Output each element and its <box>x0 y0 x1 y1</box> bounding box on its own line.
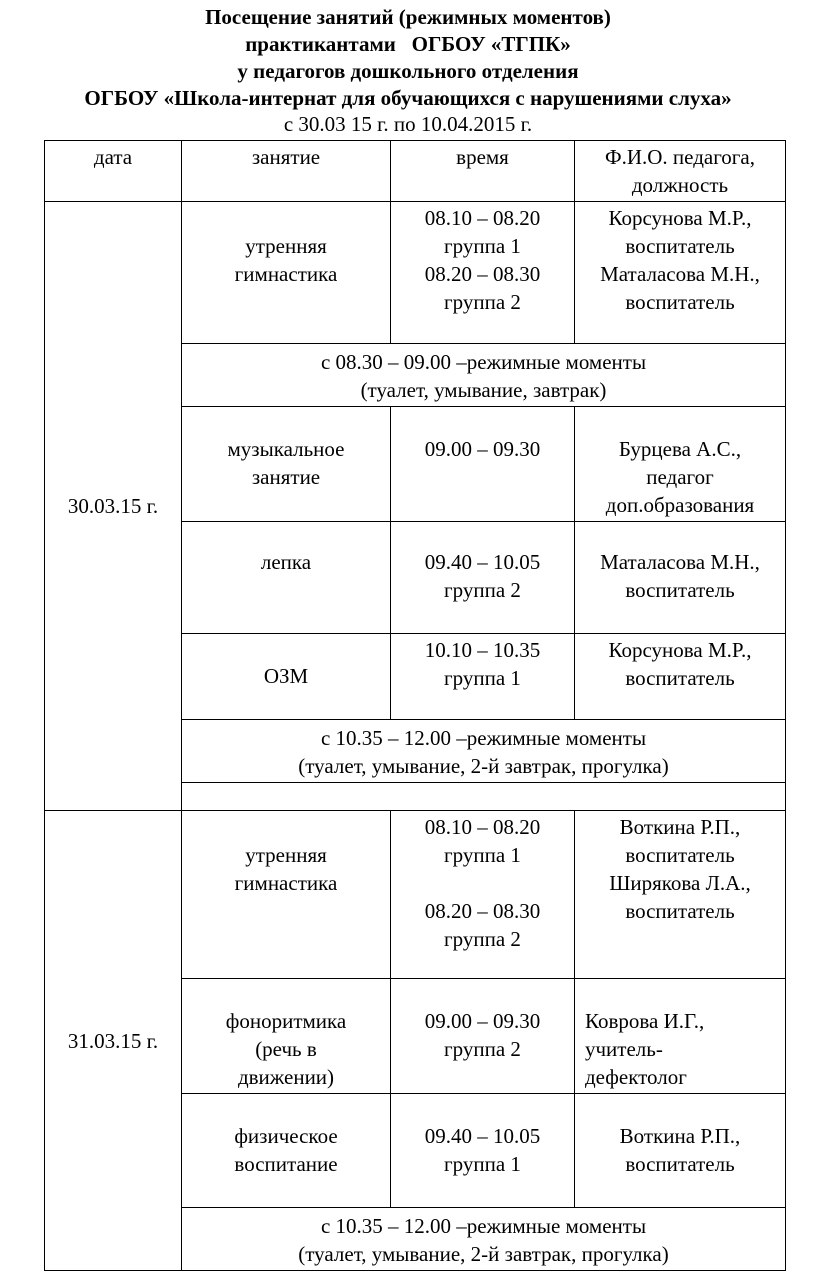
routine-cell: с 10.35 – 12.00 –режимные моменты (туалет, умывание, 2-й завтрак, прогулка) <box>182 1208 786 1271</box>
title-line-3: у педагогов дошкольного отделения <box>237 59 579 83</box>
date-cell-day2: 31.03.15 г. <box>45 811 182 1271</box>
activity-cell: утренняя гимнастика <box>182 202 391 344</box>
teacher-cell: Воткина Р.П., воспитатель Ширякова Л.А., воспитатель <box>575 811 786 979</box>
header-activity: занятие <box>182 141 391 202</box>
activity-cell: лепка <box>182 522 391 634</box>
header-time: время <box>391 141 575 202</box>
routine-cell: с 10.35 – 12.00 –режимные моменты (туалет, умывание, 2-й завтрак, прогулка) <box>182 720 786 783</box>
header-date: дата <box>45 141 182 202</box>
table-row <box>45 811 786 979</box>
time-cell: 09.40 – 10.05 группа 2 <box>391 522 575 634</box>
activity-cell: физическое воспитание <box>182 1094 391 1208</box>
title-line-1: Посещение занятий (режимных моментов) <box>205 5 611 29</box>
date-cell-day1: 30.03.15 г. <box>45 202 182 811</box>
activity-cell: музыкальное занятие <box>182 407 391 522</box>
empty-cell <box>182 783 786 811</box>
table-header-row <box>45 141 786 202</box>
header-teacher: Ф.И.О. педагога, должность <box>575 141 786 202</box>
teacher-cell: Маталасова М.Н., воспитатель <box>575 522 786 634</box>
teacher-cell: Бурцева А.С., педагог доп.образования <box>575 407 786 522</box>
teacher-cell: Воткина Р.П., воспитатель <box>575 1094 786 1208</box>
document-title <box>0 0 816 136</box>
table-row <box>45 202 786 344</box>
time-cell: 09.00 – 09.30 <box>391 407 575 522</box>
time-cell: 08.10 – 08.20 группа 1 08.20 – 08.30 группа 2 <box>391 202 575 344</box>
date-range: с 30.03 15 г. по 10.04.2015 г. <box>283 112 533 136</box>
attendance-table <box>44 140 786 1271</box>
teacher-cell: Коврова И.Г., учитель- дефектолог <box>575 979 786 1094</box>
routine-cell: с 08.30 – 09.00 –режимные моменты (туалет, умывание, завтрак) <box>182 344 786 407</box>
time-cell: 10.10 – 10.35 группа 1 <box>391 634 575 720</box>
activity-cell: утренняя гимнастика <box>182 811 391 979</box>
time-cell: 08.10 – 08.20 группа 1 08.20 – 08.30 группа 2 <box>391 811 575 979</box>
title-line-2: практикантами ОГБОУ «ТГПК» <box>245 32 571 56</box>
teacher-cell: Корсунова М.Р., воспитатель <box>575 634 786 720</box>
title-line-4: ОГБОУ «Школа-интернат для обучающихся с нарушениями слуха» <box>84 86 732 110</box>
activity-cell: ОЗМ <box>182 634 391 720</box>
activity-cell: фоноритмика (речь в движении) <box>182 979 391 1094</box>
teacher-cell: Корсунова М.Р., воспитатель Маталасова М.Н., воспитатель <box>575 202 786 344</box>
time-cell: 09.00 – 09.30 группа 2 <box>391 979 575 1094</box>
time-cell: 09.40 – 10.05 группа 1 <box>391 1094 575 1208</box>
